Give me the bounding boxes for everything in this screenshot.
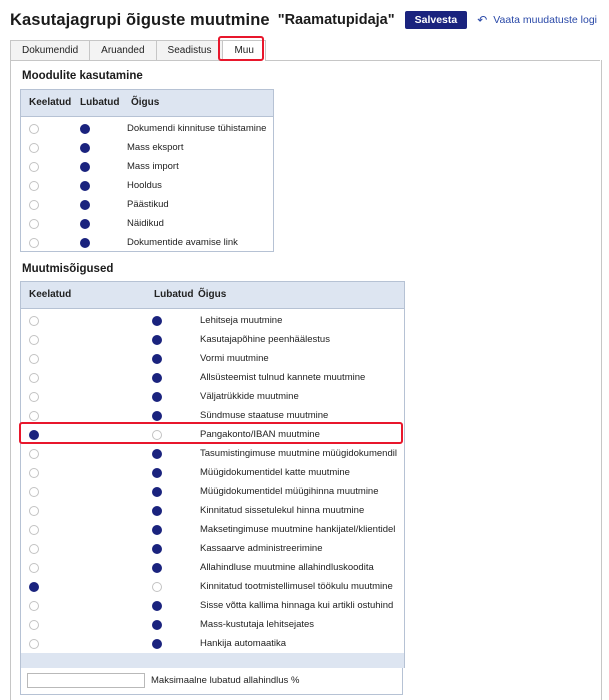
changes-row — [21, 350, 404, 369]
modules-rows — [21, 117, 273, 253]
denied-radio[interactable] — [29, 335, 39, 345]
denied-radio[interactable] — [29, 525, 39, 535]
changes-row-label: Maksetingimuse muutmine hankijatel/klientidel — [200, 524, 396, 535]
changes-row-label: Kinnitatud sissetulekul hinna muutmine — [200, 505, 365, 516]
changes-row — [21, 502, 404, 521]
allowed-radio[interactable] — [152, 487, 162, 497]
allowed-radio[interactable] — [152, 449, 162, 459]
page-title: Kasutajagrupi õiguste muutmine — [10, 10, 270, 29]
changes-row — [21, 483, 404, 502]
changes-row — [21, 464, 404, 483]
changes-row — [21, 578, 404, 597]
denied-radio[interactable] — [29, 620, 39, 630]
changes-row-label: Vormi muutmine — [200, 353, 269, 364]
changes-row — [21, 331, 404, 350]
modules-header — [21, 90, 273, 117]
allowed-radio[interactable] — [152, 468, 162, 478]
changes-title: Muutmisõigused — [22, 263, 114, 275]
allowed-radio[interactable] — [152, 354, 162, 364]
modules-col-right: Õigus — [131, 97, 160, 108]
max-discount-label: Maksimaalne lubatud allahindlus % — [151, 675, 300, 686]
modules-row — [21, 234, 273, 253]
modules-row-label: Näidikud — [127, 218, 164, 229]
allowed-radio[interactable] — [152, 544, 162, 554]
changes-rows — [21, 309, 404, 654]
denied-radio[interactable] — [29, 219, 39, 229]
changes-row — [21, 597, 404, 616]
changes-row-label: Kassaarve administreerimine — [200, 543, 323, 554]
denied-radio[interactable] — [29, 639, 39, 649]
denied-radio[interactable] — [29, 582, 39, 592]
denied-radio[interactable] — [29, 487, 39, 497]
modules-row — [21, 158, 273, 177]
tab-highlight — [218, 36, 264, 61]
modules-row — [21, 120, 273, 139]
modules-row-label: Mass import — [127, 161, 179, 172]
changes-row-label: Müügidokumentidel katte muutmine — [200, 467, 350, 478]
changes-row-label: Kinnitatud tootmistellimusel töökulu muutmine — [200, 581, 393, 592]
modules-row-label: Hooldus — [127, 180, 162, 191]
allowed-radio[interactable] — [80, 162, 90, 172]
denied-radio[interactable] — [29, 354, 39, 364]
changes-row-label: Allsüsteemist tulnud kannete muutmine — [200, 372, 366, 383]
denied-radio[interactable] — [29, 162, 39, 172]
tab-muu[interactable]: Muu — [222, 40, 265, 61]
view-log-link[interactable] — [477, 13, 597, 27]
tab-seadistus[interactable]: Seadistus — [156, 40, 223, 60]
denied-radio[interactable] — [29, 449, 39, 459]
tab-aruanded[interactable]: Aruanded — [89, 40, 155, 60]
modules-row-label: Mass eksport — [127, 142, 184, 153]
group-name: "Raamatupidaja" — [277, 12, 395, 28]
allowed-radio[interactable] — [152, 563, 162, 573]
changes-col-denied: Keelatud — [29, 289, 72, 300]
modules-row — [21, 177, 273, 196]
changes-row-label: Sisse võtta kallima hinnaga kui artikli ostuhind — [200, 600, 394, 611]
changes-footer-band — [20, 653, 405, 668]
changes-row — [21, 616, 404, 635]
allowed-radio[interactable] — [80, 124, 90, 134]
denied-radio[interactable] — [29, 124, 39, 134]
denied-radio[interactable] — [29, 143, 39, 153]
changes-row-label: Kasutajapõhine peenhäälestus — [200, 334, 330, 345]
allowed-radio[interactable] — [80, 219, 90, 229]
changes-table — [20, 281, 405, 654]
denied-radio[interactable] — [29, 181, 39, 191]
tab-dokumendid[interactable]: Dokumendid — [10, 40, 89, 60]
changes-row — [21, 445, 404, 464]
page-header — [10, 8, 597, 32]
denied-radio[interactable] — [29, 563, 39, 573]
allowed-radio[interactable] — [152, 525, 162, 535]
row-highlight — [19, 422, 403, 444]
modules-table — [20, 89, 274, 252]
allowed-radio[interactable] — [80, 181, 90, 191]
modules-title: Moodulite kasutamine — [22, 70, 143, 82]
modules-row — [21, 196, 273, 215]
allowed-radio[interactable] — [152, 601, 162, 611]
changes-row-label: Pangakonto/IBAN muutmine — [200, 429, 320, 440]
modules-row-label: Dokumendi kinnituse tühistamine — [127, 123, 267, 134]
changes-row — [21, 559, 404, 578]
view-log-label: Vaata muudatuste logi — [493, 14, 598, 26]
changes-col-allowed: Lubatud — [154, 289, 194, 300]
undo-icon: ↶ — [477, 13, 488, 27]
max-discount-row — [20, 668, 403, 695]
changes-row-label: Mass-kustutaja lehitsejates — [200, 619, 315, 630]
denied-radio[interactable] — [29, 392, 39, 402]
max-discount-input[interactable] — [27, 673, 145, 688]
changes-row-label: Lehitseja muutmine — [200, 315, 283, 326]
allowed-radio[interactable] — [152, 639, 162, 649]
changes-row-label: Müügidokumentidel müügihinna muutmine — [200, 486, 379, 497]
save-button[interactable]: Salvesta — [405, 11, 468, 29]
changes-row — [21, 388, 404, 407]
changes-row — [21, 312, 404, 331]
allowed-radio[interactable] — [152, 506, 162, 516]
changes-row — [21, 521, 404, 540]
changes-row-label: Väljatrükkide muutmine — [200, 391, 299, 402]
allowed-radio[interactable] — [152, 335, 162, 345]
denied-radio[interactable] — [29, 411, 39, 421]
allowed-radio[interactable] — [152, 620, 162, 630]
allowed-radio[interactable] — [80, 200, 90, 210]
changes-row-label: Allahindluse muutmine allahindluskoodita — [200, 562, 374, 573]
changes-row — [21, 540, 404, 559]
denied-radio[interactable] — [29, 544, 39, 554]
modules-row-label: Päästikud — [127, 199, 169, 210]
allowed-radio[interactable] — [80, 238, 90, 248]
denied-radio[interactable] — [29, 200, 39, 210]
denied-radio[interactable] — [29, 468, 39, 478]
allowed-radio[interactable] — [152, 316, 162, 326]
changes-col-right: Õigus — [198, 289, 227, 300]
modules-col-denied: Keelatud — [29, 97, 72, 108]
changes-row-label: Hankija automaatika — [200, 638, 287, 649]
modules-col-allowed: Lubatud — [80, 97, 120, 108]
denied-radio[interactable] — [29, 316, 39, 326]
modules-row — [21, 215, 273, 234]
allowed-radio[interactable] — [80, 143, 90, 153]
denied-radio[interactable] — [29, 373, 39, 383]
allowed-radio[interactable] — [152, 373, 162, 383]
allowed-radio[interactable] — [152, 582, 162, 592]
denied-radio[interactable] — [29, 601, 39, 611]
denied-radio[interactable] — [29, 506, 39, 516]
changes-row — [21, 369, 404, 388]
allowed-radio[interactable] — [152, 411, 162, 421]
changes-row-label: Tasumistingimuse muutmine müügidokumendil — [200, 448, 397, 459]
changes-row-label: Sündmuse staatuse muutmine — [200, 410, 329, 421]
changes-row — [21, 635, 404, 654]
modules-row — [21, 139, 273, 158]
changes-header — [21, 282, 404, 309]
modules-row-label: Dokumentide avamise link — [127, 237, 238, 248]
tab-bar — [10, 40, 600, 61]
denied-radio[interactable] — [29, 238, 39, 248]
allowed-radio[interactable] — [152, 392, 162, 402]
